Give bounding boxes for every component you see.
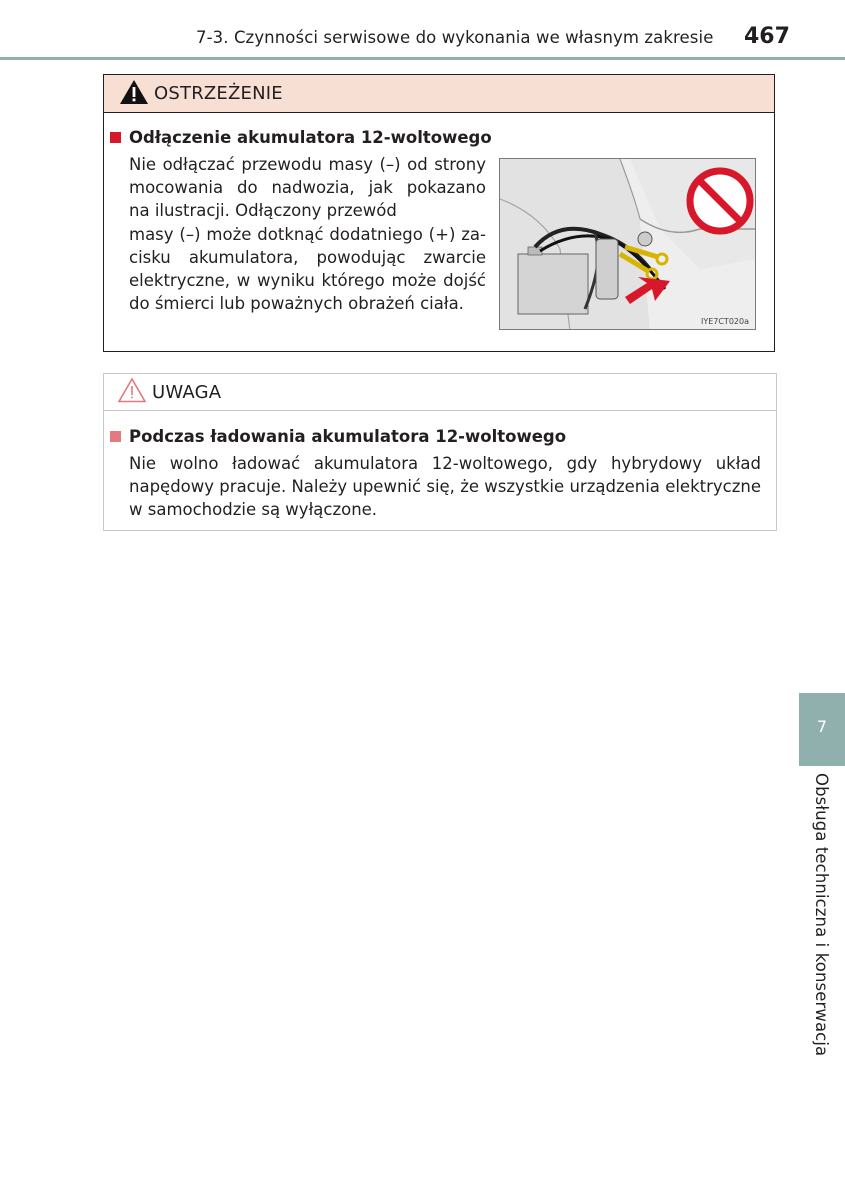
section-title: 7-3. Czynności serwisowe do wykonania we własnym zakresie — [196, 28, 714, 47]
caution-title: UWAGA — [152, 381, 222, 403]
warning-line: na ilustracji. Odłączony przewód — [129, 201, 397, 221]
red-square-bullet-icon — [110, 132, 121, 143]
warning-line: Nie odłączać przewodu masy (–) od strony — [129, 155, 486, 174]
caution-heading-text: Podczas ładowania akumulatora 12-woltowego — [129, 427, 567, 446]
warning-heading — [110, 128, 492, 147]
caution-line: w samochodzie są wyłączone. — [129, 500, 378, 520]
caution-heading — [110, 427, 566, 446]
warning-line: do śmierci lub poważnych obrażeń ciała. — [129, 294, 464, 314]
battery-illustration-drawing — [500, 159, 756, 330]
page-number: 467 — [744, 24, 790, 49]
illustration-code: IYE7CT020a — [700, 317, 749, 326]
warning-triangle-icon — [119, 79, 149, 109]
caution-header — [104, 374, 776, 411]
caution-line: napędowy pracuje. Należy upewnić się, że wszystkie urządzenia elektryczne — [129, 477, 761, 497]
chapter-number: 7 — [816, 717, 828, 736]
caution-triangle-icon — [117, 377, 147, 407]
battery-ground-illustration — [499, 158, 756, 330]
pink-square-bullet-icon — [110, 431, 121, 442]
warning-title: OSTRZEŻENIE — [154, 83, 283, 104]
warning-line: elektryczne, w wyniku którego może dojść — [129, 271, 486, 291]
warning-header — [104, 75, 774, 113]
warning-line: masy (–) może dotknąć dodatniego (+) za- — [129, 224, 486, 244]
warning-body — [129, 153, 486, 315]
caution-line: Nie wolno ładować akumulatora 12-woltowego, gdy hybrydowy układ — [129, 454, 761, 473]
warning-line: mocowania do nadwozia, jak pokazano — [129, 178, 486, 198]
warning-line: cisku akumulatora, powodując zwarcie — [129, 247, 486, 267]
caution-body — [129, 452, 761, 522]
header-rule — [0, 57, 845, 60]
chapter-label: Obsługa techniczna i konserwacja — [812, 773, 831, 1057]
chapter-tab — [799, 693, 845, 766]
warning-heading-text: Odłączenie akumulatora 12-woltowego — [129, 128, 492, 147]
